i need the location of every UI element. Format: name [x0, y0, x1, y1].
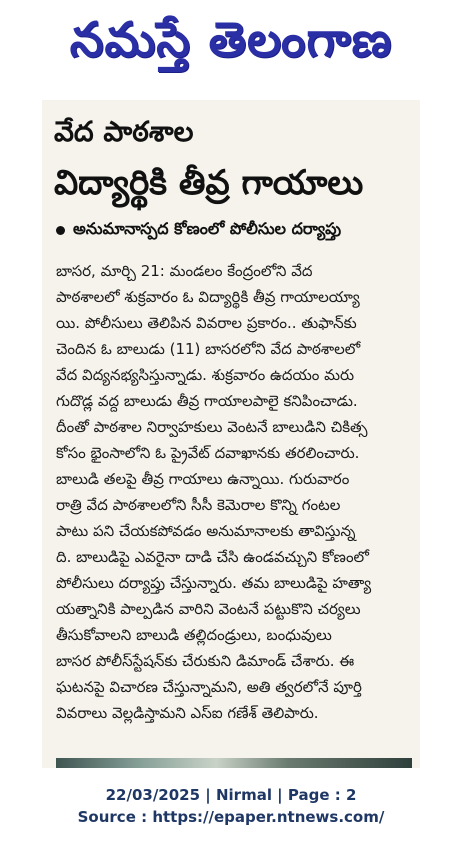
article-body: [56, 258, 412, 726]
body-line: బాలుడి తలపై తీవ్ర గాయాలు ఉన్నాయి. గురువారం: [56, 470, 350, 488]
body-line: యత్నానికి పాల్పడిన వారిని వెంటనే పట్టుకొని చర్యలు: [56, 600, 361, 618]
body-line: గుదొడ్ల వద్ద బాలుడు తీవ్ర గాయాలపాలై కనిపించాడు.: [56, 392, 358, 410]
body-line: కోసం భైంసాలోని ఓ ప్రైవేట్ దవాఖానకు తరలించారు.: [56, 444, 360, 462]
photo-edge: [56, 758, 412, 768]
body-line: పాఠశాలలో శుక్రవారం ఓ విద్యార్థికి తీవ్ర గాయాలయ్యా: [56, 288, 360, 306]
masthead-logo-text: నమస్తే తెలంగాణ: [69, 12, 393, 68]
body-line: బాసర, మార్చి 21: మండలం కేంద్రంలోని వేద: [56, 262, 313, 280]
body-line: ఘటనపై విచారణ చేస్తున్నామని, అతి త్వరలోనే పూర్తి: [56, 678, 362, 696]
newspaper-masthead: [0, 0, 462, 80]
body-line: పాటు పని చేయకపోవడం అనుమానాలకు తావిస్తున్న: [56, 522, 356, 540]
body-line: వివరాలు వెల్లడిస్తామని ఎస్‌ఐ గణేశ్ తెలిపారు.: [56, 704, 319, 722]
body-line: తీసుకోవాలని బాలుడి తల్లిదండ్రులు, బంధువులు: [56, 626, 332, 644]
subheadline: [56, 216, 416, 244]
body-line: పోలీసులు దర్యాప్తు చేస్తున్నారు. తమ బాలుడిపై హత్యా: [56, 574, 372, 592]
headline-line-2: విద్యార్థికి తీవ్ర గాయాలు: [54, 163, 364, 203]
body-line: ది. బాలుడిపై ఎవరైనా దాడి చేసి ఉండవచ్చుని కోణంలో: [56, 548, 369, 566]
body-line: వేద విద్యనభ్యసిస్తున్నాడు. శుక్రవారం ఉదయం మరు: [56, 366, 355, 384]
edition-info: 22/03/2025 | Nirmal | Page : 2: [105, 786, 357, 804]
subheadline-text: అనుమానాస్పద కోణంలో పోలీసుల దర్యాప్తు: [73, 218, 342, 238]
body-line: బాసర పోలీస్‌స్టేషన్‌కు చేరుకుని డిమాండ్ చేశారు. ఈ: [56, 652, 355, 670]
source-link[interactable]: Source : https://epaper.ntnews.com/: [77, 808, 385, 826]
body-line: చెందిన ఓ బాలుడు (11) బాసరలోని వేద పాఠశాలలో: [56, 340, 361, 358]
body-line: రాత్రి వేద పాఠశాలలోని సీసీ కెమెరాల కొన్ని గంటల: [56, 496, 341, 514]
news-clipping: [42, 100, 420, 768]
bullet-icon: [56, 226, 65, 235]
body-line: దీంతో పాఠశాల నిర్వాహకులు వెంటనే బాలుడిని చికిత్స: [56, 418, 368, 436]
body-line: యి. పోలీసులు తెలిపిన వివరాల ప్రకారం.. తుఫాన్‌కు: [56, 314, 357, 332]
headline-line-1: వేద పాఠశాల: [54, 115, 194, 148]
